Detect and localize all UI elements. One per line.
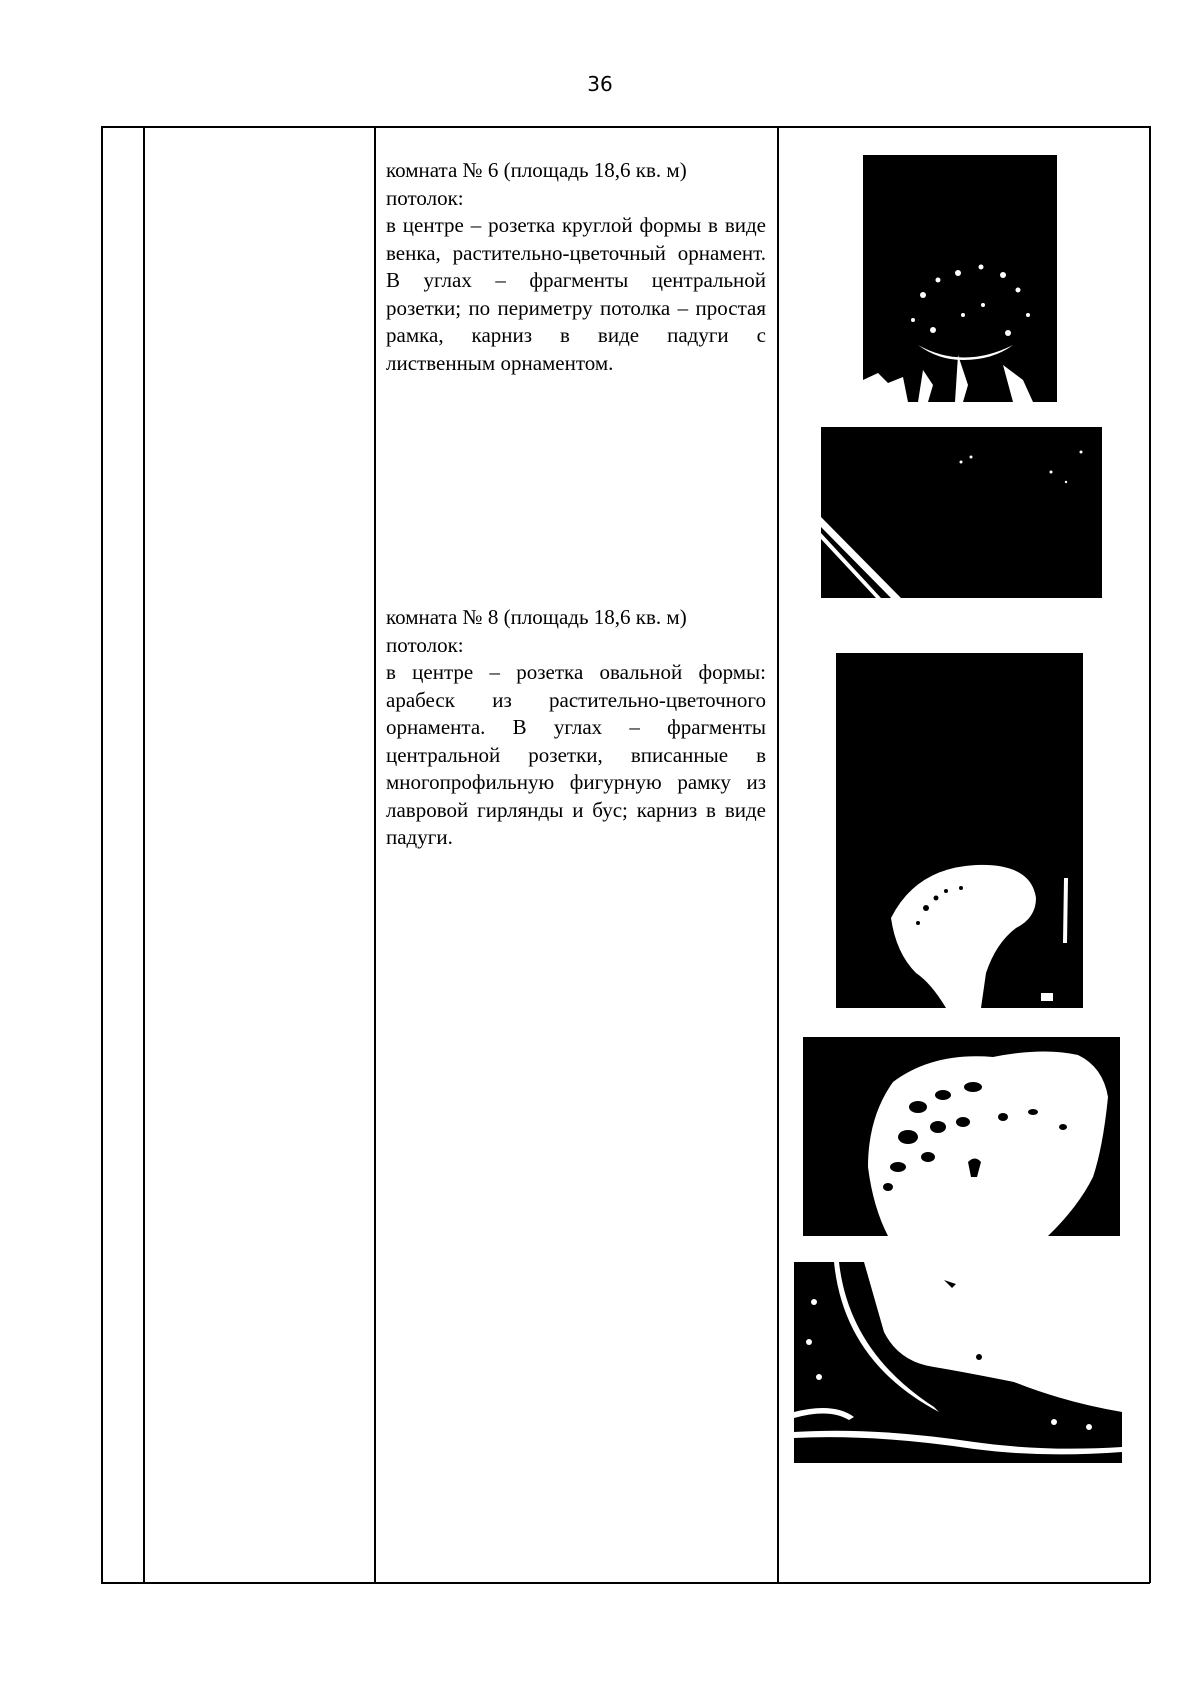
- column-divider-3: [777, 126, 779, 1583]
- table-bottom-border: [101, 1582, 1150, 1584]
- table-top-border: [101, 126, 1150, 128]
- room-subheading: потолок:: [386, 185, 464, 210]
- room-8-description-block: [386, 604, 766, 852]
- ceiling-oval-rosette-photo: [836, 653, 1083, 1008]
- room-description: в центре – розетка круглой формы в виде венка, растительно-цветочный орнамент. В углах – фрагменты центральной розетки; по периметру потолка – простая рамка, карниз в виде падуги с лиственным орнаментом.: [386, 213, 766, 375]
- ceiling-frame-corner-photo: [794, 1262, 1122, 1463]
- page-number: 36: [587, 72, 613, 96]
- column-divider-2: [374, 126, 376, 1583]
- ceiling-rosette-photo: [863, 155, 1057, 402]
- room-heading: комната № 8 (площадь 18,6 кв. м): [386, 605, 687, 629]
- room-description: в центре – розетка овальной формы: арабеск из растительно-цветочного орнамента. В углах – фрагменты центральной розетки, вписанные в многопрофильную фигурную рамку из лавровой гирлянды и бус; карниз в виде падуги.: [386, 660, 766, 849]
- room-heading: комната № 6 (площадь 18,6 кв. м): [386, 158, 687, 182]
- rosette-detail-photo: [803, 1037, 1120, 1236]
- room-subheading: потолок:: [386, 632, 464, 657]
- room-6-description-block: [386, 157, 766, 377]
- column-divider-1: [143, 126, 145, 1583]
- ceiling-corner-photo: [821, 427, 1102, 598]
- table-right-border: [1149, 126, 1151, 1583]
- table-left-border: [101, 126, 103, 1583]
